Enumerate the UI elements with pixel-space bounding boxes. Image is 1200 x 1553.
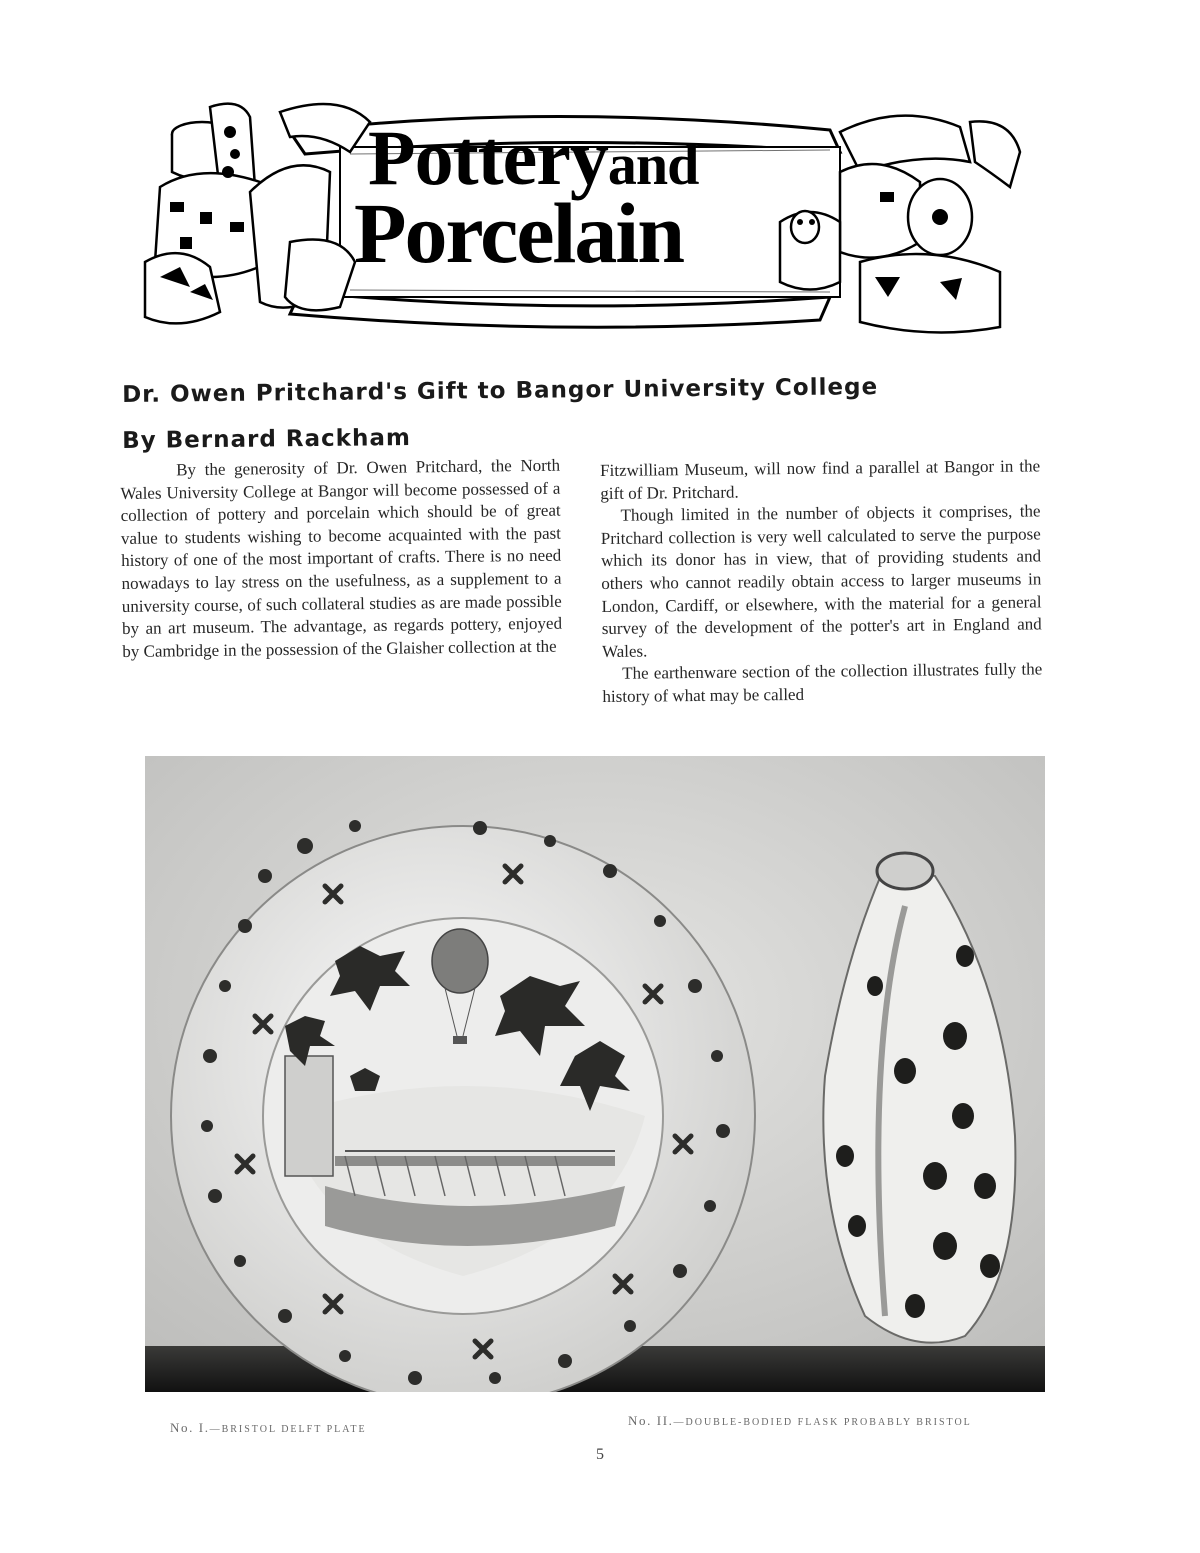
plate-caption-number: No. I. (170, 1420, 210, 1435)
right-paragraph-2: Though limited in the number of objects it comprises, the Pritchard collection is very well calculated to serve the purpose which its donor has in view, that of providing students and others who cannot readily obtain access to larger museums in London, Cardiff, or elsewhere, with the material for a general survey of the development of the potter's art in England and Wales. (600, 501, 1042, 661)
left-column (120, 455, 562, 664)
flask-caption-number: No. II. (628, 1413, 674, 1428)
pottery-photograph (145, 756, 1045, 1392)
flask-caption (628, 1413, 972, 1429)
masthead-word-porcelain: Porcelain (354, 184, 684, 281)
page-number: 5 (596, 1446, 604, 1463)
masthead-word-and: and (607, 132, 699, 197)
plate-and-flask-image (145, 756, 1045, 1392)
right-paragraph-3: The earthenware section of the collection illustrates fully the history of what may be called (602, 659, 1043, 706)
right-paragraph-1: Fitzwilliam Museum, will now find a parallel at Bangor in the gift of Dr. Pritchard. (600, 456, 1041, 503)
article-byline: By Bernard Rackham (122, 424, 411, 454)
masthead-title (354, 114, 838, 281)
masthead-banner (140, 92, 1022, 340)
plate-caption (170, 1420, 367, 1436)
article-headline: Dr. Owen Pritchard's Gift to Bangor University College (122, 374, 879, 408)
right-column (600, 455, 1043, 708)
left-paragraph-1: By the generosity of Dr. Owen Pritchard, the North Wales University College at Bangor will become possessed of a collection of pottery and porcelain which should be of great value to students wishing to become acquainted with the past history of one of the most important of crafts. There is no need nowadays to lay stress on the usefulness, as a supplement to a university course, of such collateral studies as are made possible by an art museum. The advantage, as regards pottery, enjoyed by Cambridge in the possession of the Glaisher collection at the (120, 455, 563, 661)
masthead-word-pottery: Pottery (368, 114, 608, 201)
plate-caption-text: —BRISTOL DELFT PLATE (209, 1424, 367, 1435)
flask-caption-text: —DOUBLE-BODIED FLASK PROBABLY BRISTOL (673, 1417, 972, 1428)
